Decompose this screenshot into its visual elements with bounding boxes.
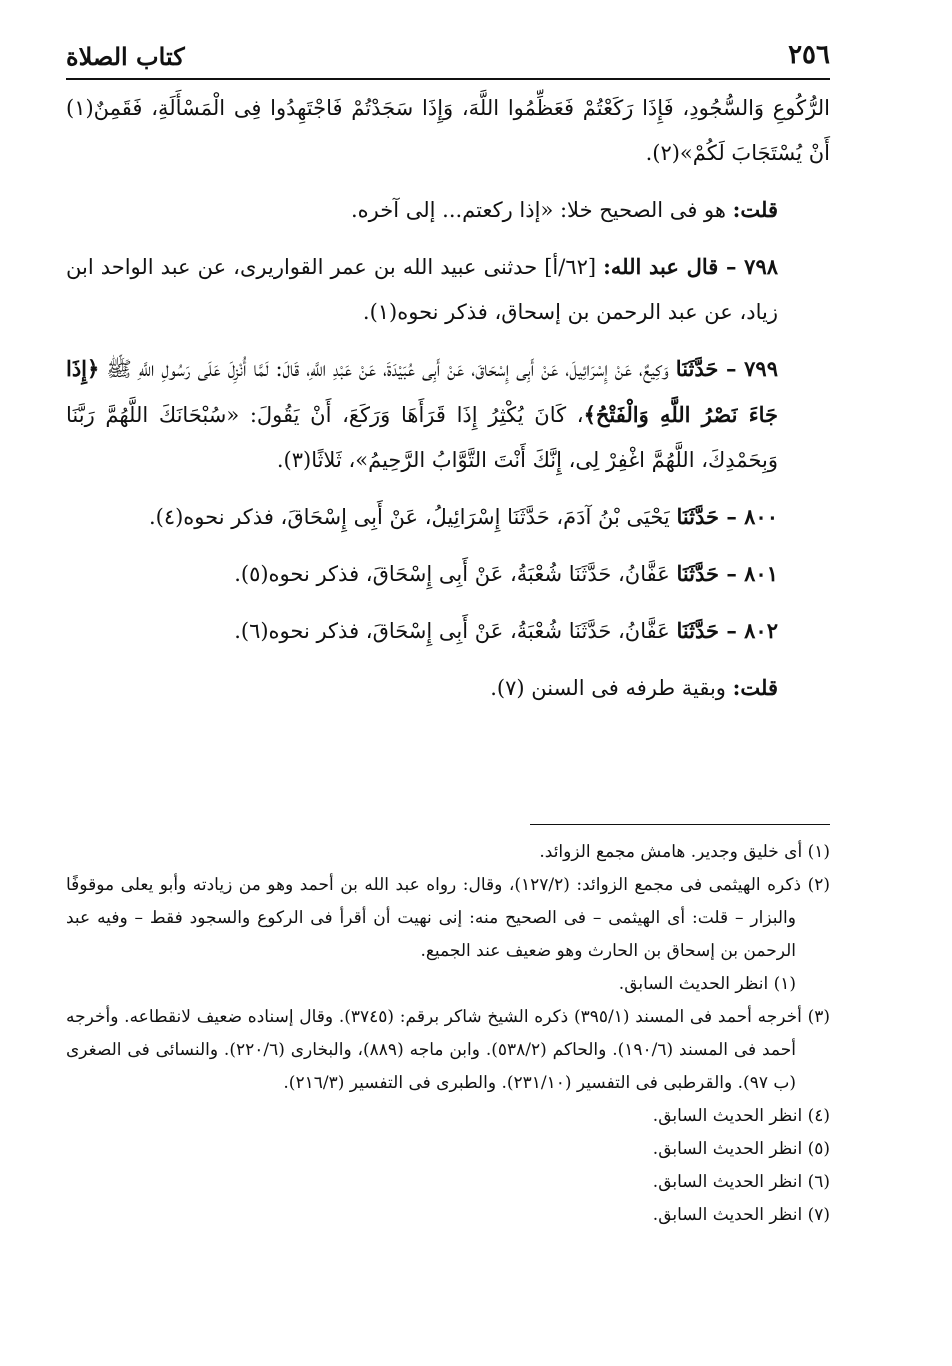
hadith-label: ٨٠١ – حَدَّثَنَا: [676, 561, 778, 586]
footnote-separator: [530, 824, 830, 825]
hadith-label: ٧٩٨ – قال عبد الله:: [603, 254, 779, 279]
paragraph-continuation: [66, 86, 830, 176]
footnote: (٢) ذكره الهيثمى فى مجمع الزوائد: (١٢٧/٢)، وقال: رواه عبد الله بن أحمد وهو من زيادته وأبو يعلى موقوفًا والبزار – قلت: أى الهيثمى – فى الصحيح منه: إنى نهيت أن أقرأ فى الركوع والسجود فقط – وفيه عبد الرحمن بن إسحاق بن الحارث وهو ضعيف عند الجميع.: [66, 875, 830, 961]
footnotes: [66, 836, 830, 1232]
paragraph-text: وبقية طرفه فى السنن (٧).: [490, 676, 733, 700]
hadith-text: عَفَّانُ، حَدَّثَنَا شُعْبَةُ، عَنْ أَبِى إِسْحَاقَ، فذكر نحوه(٥).: [234, 562, 677, 586]
paragraph-text: هو فى الصحيح خلا: «إذا ركعتم... إلى آخره.: [350, 198, 733, 222]
page-number: ٢٥٦: [788, 40, 830, 70]
hadith-801: [66, 551, 830, 597]
hadith-label: ٧٩٩ – حَدَّثَنَا: [675, 356, 778, 381]
hadith-798: [66, 244, 830, 335]
footnote: (٣) أخرجه أحمد فى المسند (٣٩٥/١) ذكره الشيخ شاكر برقم: (٣٧٤٥). وقال إسناده ضعيف لانقطاعه. وأخرجه أحمد فى المسند (١٩٠/٦). والحاكم (٥٣٨/٢). وابن ماجه (٨٨٩)، والبخارى (٢٢٠/٦). والنسائى فى الصغرى (ب ٩٧). والقرطبى فى التفسير (٢٣١/١٠). والطبرى فى التفسير (٢١٦/٣).: [66, 1007, 830, 1093]
footnote: (٤) انظر الحديث السابق.: [652, 1106, 830, 1126]
hadith-text-continued: ، كَانَ يُكْثِرُ إِذَا قَرَأَهَا وَرَكَعَ، أَنْ يَقُولَ: «سُبْحَانَكَ اللَّهُمَّ رَبَّنَا وَبِحَمْدِكَ، اللَّهُمَّ اغْفِرْ لِى، إِنَّكَ أَنْتَ التَّوَّابُ الرَّحِيمُ»، ثَلاثًا(٣).: [66, 403, 778, 472]
footnote: (٦) انظر الحديث السابق.: [652, 1172, 830, 1192]
hadith-label: ٨٠٢ – حَدَّثَنَا: [676, 618, 778, 643]
hadith-label: ٨٠٠ – حَدَّثَنَا: [676, 504, 778, 529]
paragraph-label: قلت:: [732, 197, 778, 222]
quran-verse: ﴿إِذَا جَاءَ نَصْرُ اللَّهِ وَالْفَتْحُ﴾: [66, 356, 779, 427]
paragraph-label: قلت:: [732, 675, 778, 700]
hadith-text: عَفَّانُ، حَدَّثَنَا شُعْبَةُ، عَنْ أَبِى إِسْحَاقَ، فذكر نحوه(٦).: [234, 619, 677, 643]
book-title: كتاب الصلاة: [66, 42, 185, 71]
hadith-800: [66, 494, 830, 540]
footnote: (٧) انظر الحديث السابق.: [652, 1205, 830, 1225]
hadith-text: [٦٢/أ] حدثنى عبيد الله بن عمر القواريرى، عن عبد الواحد ابن زياد، عن عبد الرحمن بن إسحاق، فذكر نحوه(١).: [66, 255, 778, 324]
footnote: (٥) انظر الحديث السابق.: [652, 1139, 830, 1159]
paragraph-note: [66, 665, 830, 711]
paragraph-note: [66, 187, 830, 233]
hadith-799: [66, 346, 830, 483]
footnote: (١) انظر الحديث السابق.: [618, 974, 796, 994]
hadith-text: وَكِيعٌ، عَنْ إِسْرَائِيلَ، عَنْ أَبِى إِسْحَاقَ، عَنْ أَبِى عُبَيْدَةَ، عَنْ عَبْدِ اللَّهِ، قَالَ: لَمَّا أُنْزِلَ عَلَى رَسُولِ اللَّهِ ﷺ: [99, 357, 676, 381]
hadith-text: يَحْيَى بْنُ آدَمَ، حَدَّثَنَا إِسْرَائِيلُ، عَنْ أَبِى إِسْحَاقَ، فذكر نحوه(٤).: [148, 505, 677, 529]
hadith-802: [66, 608, 830, 654]
footnote: (١) أى خليق وجدير. هامش مجمع الزوائد.: [539, 842, 830, 862]
paragraph-text: الرُّكُوعِ وَالسُّجُودِ، فَإِذَا رَكَعْتُمْ فَعَظِّمُوا اللَّهَ، وَإِذَا سَجَدْتُمْ فَاجْتَهِدُوا فِى الْمَسْأَلَةِ، فَقَمِنٌ(١) أَنْ يُسْتَجَابَ لَكُمْ»(٢).: [66, 96, 830, 165]
main-text: [66, 86, 830, 722]
page-header: [66, 38, 830, 80]
